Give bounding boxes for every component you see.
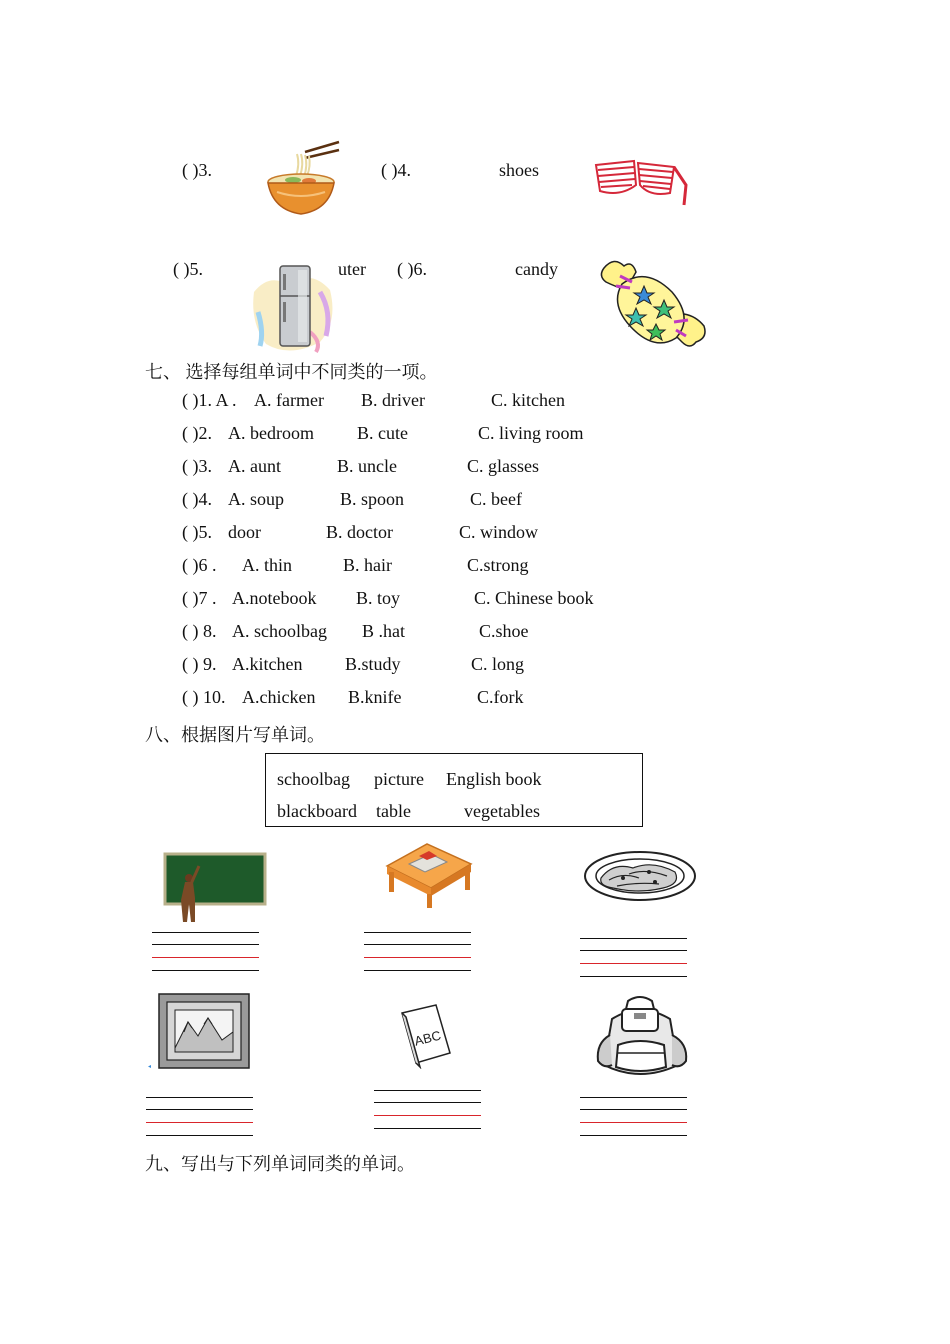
question-number: ( )7 .: [182, 588, 217, 608]
option-c: C. kitchen: [491, 390, 565, 410]
option-c: C.shoe: [479, 621, 529, 641]
word-bank-item: schoolbag: [277, 769, 350, 789]
option-a: A.kitchen: [232, 654, 303, 674]
question-number: ( )1. A .: [182, 390, 237, 410]
option-a: A.chicken: [242, 687, 316, 707]
section-9-title: 九、写出与下列单词同类的单词。: [145, 1154, 415, 1174]
option-c: C. Chinese book: [474, 588, 594, 608]
question-number: ( )5.: [182, 522, 212, 542]
book-icon: [398, 1003, 454, 1069]
option-c: C. living room: [478, 423, 584, 443]
option-a: A.notebook: [232, 588, 317, 608]
book-label: ABC: [412, 1027, 443, 1049]
word-bank-item: table: [376, 801, 411, 821]
option-a: A. farmer: [254, 390, 324, 410]
question-number: ( )3.: [182, 456, 212, 476]
item-6-word: candy: [515, 259, 558, 279]
item-4-number: ( )4.: [381, 160, 411, 180]
question-number: ( ) 9.: [182, 654, 217, 674]
option-b: B. cute: [357, 423, 408, 443]
option-b: B. uncle: [337, 456, 397, 476]
question-number: ( )4.: [182, 489, 212, 509]
writing-lines[interactable]: [146, 1097, 253, 1137]
option-c: C. glasses: [467, 456, 539, 476]
writing-lines[interactable]: [374, 1090, 481, 1130]
option-c: C.strong: [467, 555, 529, 575]
option-b: B. toy: [356, 588, 401, 608]
option-b: B .hat: [362, 621, 405, 641]
word-bank-item: English book: [446, 769, 542, 789]
option-a: A. soup: [228, 489, 285, 509]
word-bank-item: blackboard: [277, 801, 357, 821]
word-bank-item: picture: [374, 769, 424, 789]
writing-lines[interactable]: [580, 1097, 687, 1137]
option-b: B.study: [345, 654, 401, 674]
section-8-title: 八、根据图片写单词。: [145, 725, 325, 745]
noodle-bowl-icon: [265, 140, 341, 218]
writing-lines[interactable]: [364, 932, 471, 972]
vegetables-plate-icon: [583, 848, 697, 904]
question-number: ( ) 8.: [182, 621, 217, 641]
question-number: ( ) 10.: [182, 687, 226, 707]
question-number: ( )2.: [182, 423, 212, 443]
item-5-word: uter: [338, 259, 366, 279]
word-bank-item: vegetables: [464, 801, 540, 821]
option-a: A. bedroom: [228, 423, 314, 443]
option-a: A. thin: [242, 555, 293, 575]
option-c: C. window: [459, 522, 539, 542]
blackboard-icon: [163, 852, 267, 924]
option-b: B. doctor: [326, 522, 393, 542]
writing-lines[interactable]: [152, 932, 259, 972]
item-6-number: ( )6.: [397, 259, 427, 279]
fridge-icon: [250, 262, 338, 354]
item-5-number: ( )5.: [173, 259, 203, 279]
table-icon: [383, 838, 473, 910]
picture-frame-icon: [148, 992, 252, 1070]
question-number: ( )6 .: [182, 555, 217, 575]
option-a: A. schoolbag: [232, 621, 327, 641]
option-b: B. hair: [343, 555, 392, 575]
word-bank-box: [265, 753, 643, 827]
svg-text:◂: ◂: [148, 1064, 152, 1070]
option-b: B. spoon: [340, 489, 405, 509]
section-7-title: 七、 选择每组单词中不同类的一项。: [145, 362, 438, 382]
option-c: C. beef: [470, 489, 522, 509]
option-a: door: [228, 522, 261, 542]
writing-lines[interactable]: [580, 938, 687, 978]
option-b: B.knife: [348, 687, 402, 707]
candy-icon: [596, 256, 708, 352]
schoolbag-icon: [590, 995, 692, 1081]
option-c: C.fork: [477, 687, 524, 707]
striped-glasses-icon: [590, 155, 690, 213]
option-b: B. driver: [361, 390, 425, 410]
item-4-word: shoes: [499, 160, 539, 180]
option-a: A. aunt: [228, 456, 281, 476]
option-c: C. long: [471, 654, 525, 674]
item-3-number: ( )3.: [182, 160, 212, 180]
